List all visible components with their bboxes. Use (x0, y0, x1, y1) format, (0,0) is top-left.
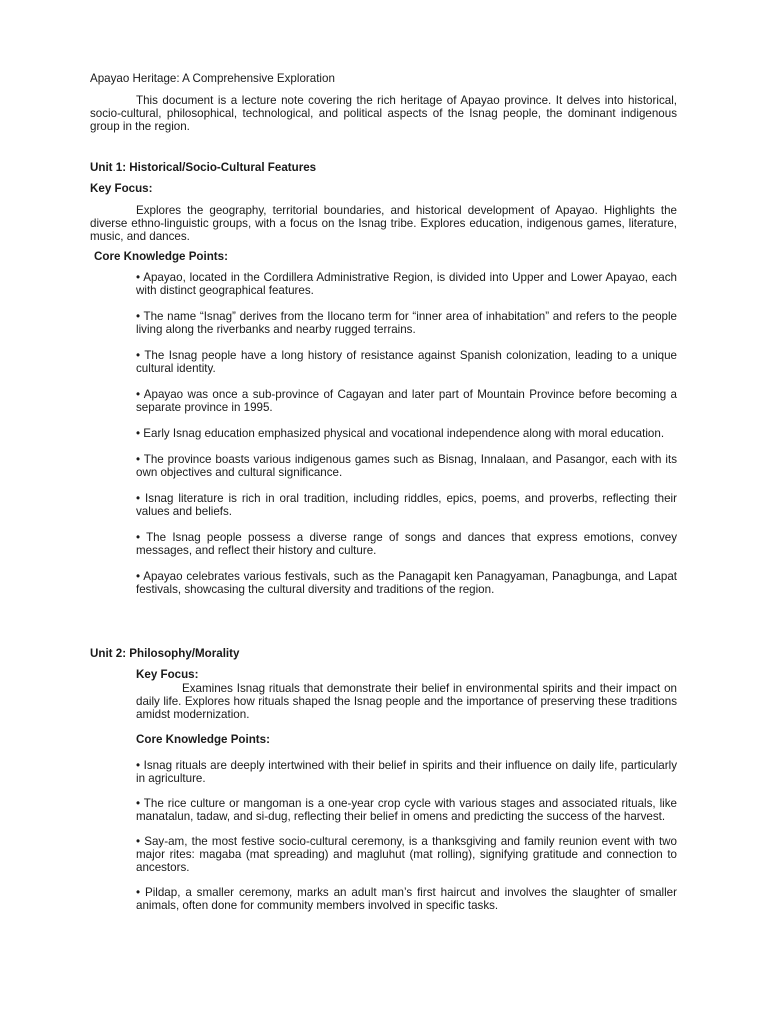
intro-paragraph: This document is a lecture note covering the rich heritage of Apayao province. It delves into historical, socio-cultural, philosophical, technological, and political aspects of the Isnag people, the dominant indigenous group in the region. (90, 94, 677, 133)
list-item: • Apayao celebrates various festivals, such as the Panagapit ken Panagyaman, Panagbunga, and Lapat festivals, showcasing the cultural diversity and traditions of the region. (136, 570, 677, 596)
list-item: • Apayao was once a sub-province of Cagayan and later part of Mountain Province before becoming a separate province in 1995. (136, 388, 677, 414)
list-item: • The Isnag people possess a diverse range of songs and dances that express emotions, convey messages, and reflect their history and culture. (136, 531, 677, 557)
unit1-key-focus-label: Key Focus: (90, 182, 153, 195)
list-item: • The name “Isnag” derives from the Ilocano term for “inner area of inhabitation” and refers to the people living along the riverbanks and nearby rugged terrains. (136, 310, 677, 336)
unit2-key-focus-text: Examines Isnag rituals that demonstrate their belief in environmental spirits and their impact on daily life. Explores how rituals shaped the Isnag people and the importance of preserving these traditions amidst modernization. (136, 682, 677, 721)
list-item: • Early Isnag education emphasized physical and vocational independence along with moral education. (136, 427, 665, 440)
unit1-core-points (136, 271, 677, 609)
document-title: Apayao Heritage: A Comprehensive Exploration (90, 72, 335, 85)
list-item: • Apayao, located in the Cordillera Administrative Region, is divided into Upper and Lower Apayao, each with distinct geographical features. (136, 271, 677, 297)
unit2-core-label: Core Knowledge Points: (136, 733, 270, 746)
list-item: • The rice culture or mangoman is a one-year crop cycle with various stages and associated rituals, like manatalun, tadaw, and si-dug, reflecting their belief in omens and predicting the success of the harvest. (136, 797, 677, 823)
list-item: • Pildap, a smaller ceremony, marks an adult man’s first haircut and involves the slaughter of smaller animals, often done for community members involved in specific tasks. (136, 886, 677, 912)
unit2-heading: Unit 2: Philosophy/Morality (90, 647, 240, 660)
list-item: • The province boasts various indigenous games such as Bisnag, Innalaan, and Pasangor, each with its own objectives and cultural significance. (136, 453, 677, 479)
unit1-heading: Unit 1: Historical/Socio-Cultural Features (90, 161, 317, 174)
list-item: • Say-am, the most festive socio-cultural ceremony, is a thanksgiving and family reunion event with two major rites: magaba (mat spreading) and magluhut (mat rolling), signifying gratitude and connection to ancestors. (136, 835, 677, 874)
list-item: • Isnag literature is rich in oral tradition, including riddles, epics, poems, and proverbs, reflecting their values and beliefs. (136, 492, 677, 518)
unit1-key-focus-text: Explores the geography, territorial boundaries, and historical development of Apayao. Highlights the diverse ethno-linguistic groups, with a focus on the Isnag tribe. Explores education, indigenous games, literature, music, and dances. (90, 204, 677, 243)
unit1-core-label: Core Knowledge Points: (94, 250, 228, 263)
unit2-core-points (136, 759, 677, 924)
unit2-key-focus-label: Key Focus: (136, 668, 199, 681)
list-item: • Isnag rituals are deeply intertwined with their belief in spirits and their influence on daily life, particularly in agriculture. (136, 759, 677, 785)
list-item: • The Isnag people have a long history of resistance against Spanish colonization, leading to a unique cultural identity. (136, 349, 677, 375)
